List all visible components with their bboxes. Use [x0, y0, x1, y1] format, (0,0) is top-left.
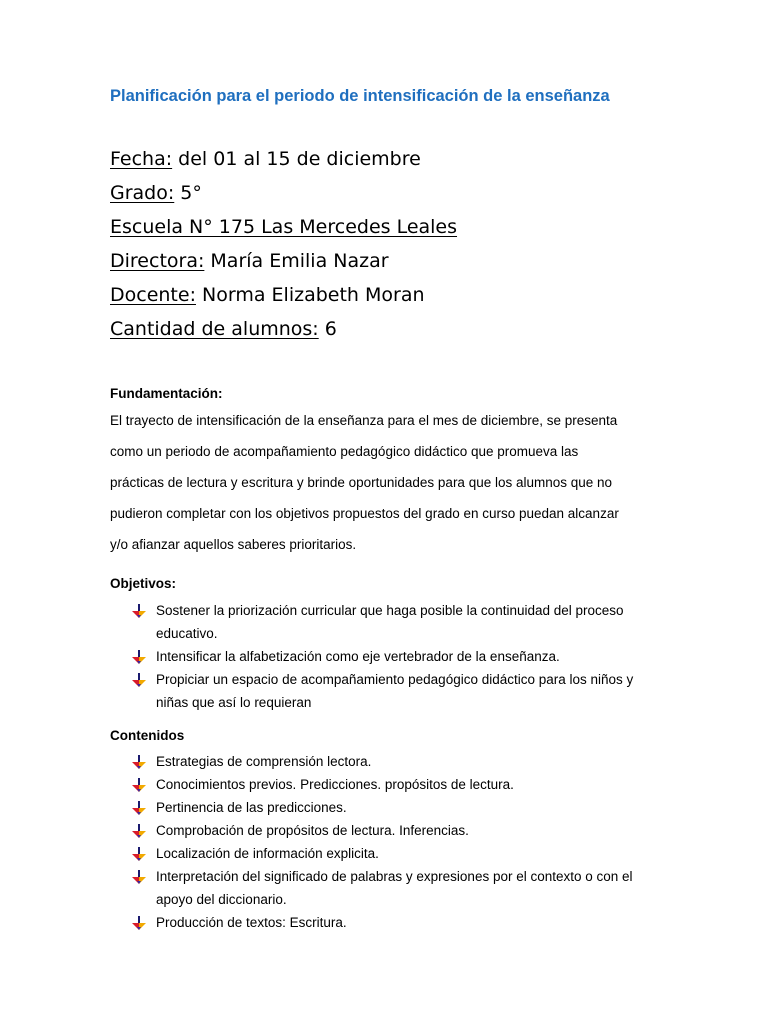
contenidos-heading: Contenidos: [110, 728, 185, 743]
paragraph-line: como un periodo de acompañamiento pedagógico didáctico que promueva las: [110, 444, 579, 459]
paragraph-line: prácticas de lectura y escritura y brinde oportunidades para que los alumnos que no: [110, 475, 613, 490]
list-item-text: Comprobación de propósitos de lectura. Inferencias.: [156, 823, 469, 838]
contenidos-list: [110, 750, 670, 934]
info-block: [110, 145, 457, 349]
info-label: Grado:: [110, 182, 175, 204]
arrow-bullet-icon: [132, 673, 146, 687]
arrow-bullet-icon: [132, 916, 146, 930]
list-item-text: Estrategias de comprensión lectora.: [156, 754, 372, 769]
info-label: Directora:: [110, 250, 205, 272]
list-item-text: Interpretación del significado de palabras y expresiones por el contexto o con el: [156, 869, 633, 884]
list-item: [110, 645, 670, 668]
list-item-text: apoyo del diccionario.: [156, 892, 287, 907]
arrow-bullet-icon: [132, 870, 146, 884]
info-value: Norma Elizabeth Moran: [195, 284, 425, 306]
paragraph-line: pudieron completar con los objetivos propuestos del grado en curso puedan alcanzar: [110, 506, 619, 521]
info-value: María Emilia Nazar: [204, 250, 389, 272]
list-item: [110, 750, 670, 773]
info-cantidad-alumnos: [110, 315, 457, 349]
list-item: [110, 773, 670, 796]
list-item-text: Conocimientos previos. Predicciones. propósitos de lectura.: [156, 777, 514, 792]
paragraph-line: El trayecto de intensificación de la enseñanza para el mes de diciembre, se presenta: [110, 413, 618, 428]
list-item-text: Localización de información explicita.: [156, 846, 379, 861]
arrow-bullet-icon: [132, 604, 146, 618]
info-grado: [110, 179, 457, 213]
arrow-bullet-icon: [132, 650, 146, 664]
arrow-bullet-icon: [132, 801, 146, 815]
info-value: 5°: [174, 182, 202, 204]
info-label: Cantidad de alumnos:: [110, 318, 319, 340]
paragraph-line: y/o afianzar aquellos saberes prioritarios.: [110, 537, 357, 552]
info-label: Fecha:: [110, 148, 173, 170]
info-directora: [110, 247, 457, 281]
fundamentacion-paragraph: [110, 413, 662, 568]
list-item-text: Pertinencia de las predicciones.: [156, 800, 347, 815]
list-item: [110, 842, 670, 865]
list-item: [110, 865, 670, 911]
fundamentacion-heading: Fundamentación:: [110, 386, 223, 401]
list-item-text: Intensificar la alfabetización como eje vertebrador de la enseñanza.: [156, 649, 560, 664]
info-escuela: [110, 213, 457, 247]
info-docente: [110, 281, 457, 315]
list-item: [110, 599, 670, 645]
list-item: [110, 668, 670, 714]
objetivos-list: [110, 599, 670, 714]
arrow-bullet-icon: [132, 824, 146, 838]
list-item-text: niñas que así lo requieran: [156, 695, 312, 710]
document-title: Planificación para el periodo de intensificación de la enseñanza: [110, 87, 610, 105]
list-item-text: Producción de textos: Escritura.: [156, 915, 347, 930]
list-item: [110, 796, 670, 819]
arrow-bullet-icon: [132, 755, 146, 769]
list-item-text: Sostener la priorización curricular que haga posible la continuidad del proceso: [156, 603, 624, 618]
arrow-bullet-icon: [132, 847, 146, 861]
list-item: [110, 911, 670, 934]
objetivos-heading: Objetivos:: [110, 576, 177, 591]
list-item-text: Propiciar un espacio de acompañamiento pedagógico didáctico para los niños y: [156, 672, 634, 687]
info-fecha: [110, 145, 457, 179]
list-item-text: educativo.: [156, 626, 218, 641]
arrow-bullet-icon: [132, 778, 146, 792]
info-label: Docente:: [110, 284, 196, 306]
info-value: 6: [318, 318, 337, 340]
list-item: [110, 819, 670, 842]
info-label: Escuela N° 175 Las Mercedes Leales: [110, 216, 458, 238]
info-value: del 01 al 15 de diciembre: [172, 148, 421, 170]
